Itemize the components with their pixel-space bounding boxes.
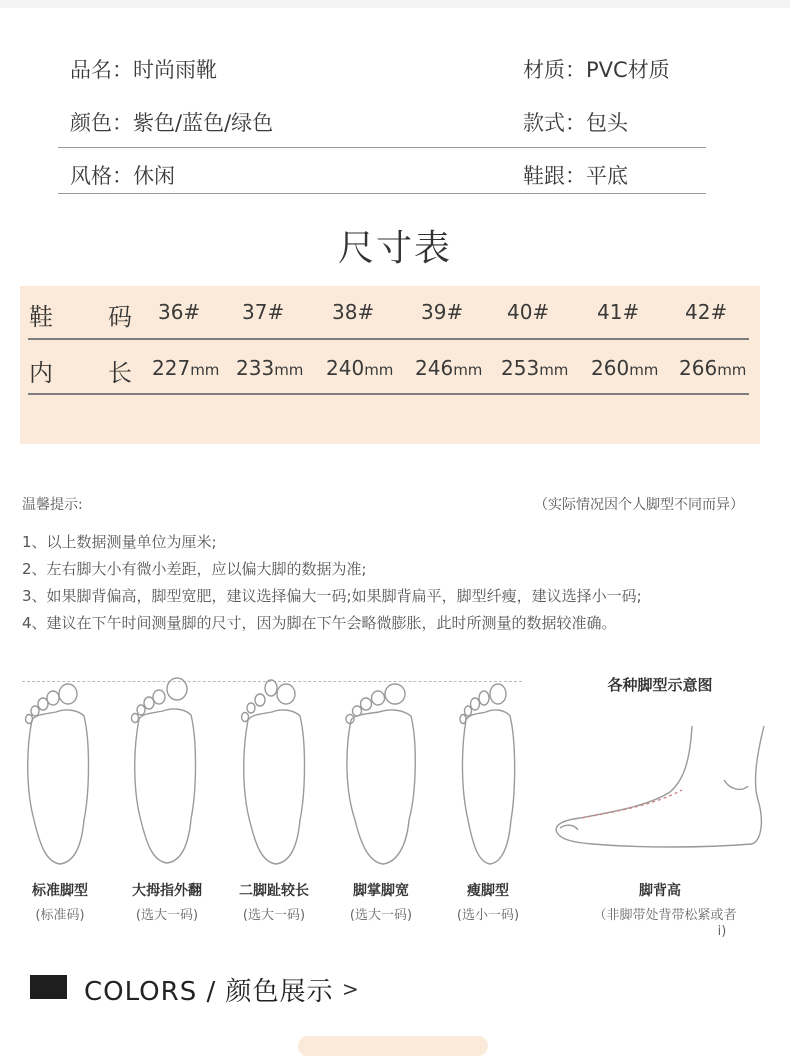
size-cell: 39# (421, 300, 464, 324)
spec-material: 材质：PVC材质 (523, 58, 670, 82)
tips-title: 温馨提示: (22, 497, 83, 513)
length-unit: mm (717, 361, 747, 379)
foot-slim-sub: (选小一码) (456, 908, 520, 923)
length-unit: mm (539, 361, 569, 379)
size-cell: 36# (158, 300, 201, 324)
length-value: 253 (501, 356, 540, 380)
length-cell (326, 356, 393, 380)
tip-item-3: 3、如果脚背偏高，脚型宽肥，建议选择偏大一码;如果脚背扁平，脚型纤瘦，建议选择小一码; (22, 587, 642, 605)
tip-item-2: 2、左右脚大小有微小差距，应以偏大脚的数据为准; (22, 560, 367, 578)
length-unit: mm (629, 361, 659, 379)
spec-divider-1 (58, 147, 706, 148)
foot-standard-label: 标准脚型 (32, 883, 88, 899)
foot-wide-illustration (341, 680, 425, 870)
length-cell (679, 356, 746, 380)
row-head-size-1: 鞋 (29, 303, 53, 331)
foot-wide-label: 脚掌脚宽 (353, 883, 409, 899)
length-value: 227 (152, 356, 191, 380)
size-cell: 40# (507, 300, 550, 324)
size-cell: 41# (597, 300, 640, 324)
colors-section-title: COLORS / 颜色展示 (84, 977, 334, 1007)
foot-slim-label: 瘦脚型 (467, 883, 509, 899)
section-marker (30, 975, 67, 999)
top-strip (0, 0, 790, 8)
length-cell (415, 356, 482, 380)
length-cell (501, 356, 568, 380)
size-table-rule-2 (28, 393, 749, 395)
foot-wide-sub: (选大一码) (349, 908, 413, 923)
foot-slim-illustration (452, 680, 528, 870)
length-value: 266 (679, 356, 718, 380)
foot-long-second-toe-label: 二脚趾较长 (239, 883, 309, 899)
length-cell (591, 356, 658, 380)
next-section-tab (298, 1036, 488, 1056)
tip-item-1: 1、以上数据测量单位为厘米; (22, 533, 217, 551)
spec-name: 品名：时尚雨靴 (70, 58, 217, 82)
length-unit: mm (274, 361, 304, 379)
tips-note: （实际情况因个人脚型不同而异） (534, 497, 744, 513)
foot-bunion-illustration (125, 675, 209, 870)
foot-bunion-label: 大拇指外翻 (132, 883, 202, 899)
length-unit: mm (453, 361, 483, 379)
foot-long-second-toe-illustration (236, 676, 316, 870)
length-unit: mm (190, 361, 220, 379)
size-cell: 42# (685, 300, 728, 324)
length-value: 233 (236, 356, 275, 380)
length-value: 240 (326, 356, 365, 380)
foot-types-title: 各种脚型示意图 (607, 676, 713, 694)
foot-high-instep-label: 脚背高 (639, 883, 681, 899)
spec-divider-2 (58, 193, 706, 194)
foot-high-instep-sub-1: （非脚带处背带松紧或者 (593, 908, 737, 923)
foot-standard-illustration (20, 680, 100, 870)
foot-high-instep-sub-2: i) (717, 924, 727, 939)
length-cell (236, 356, 303, 380)
spec-heel: 鞋跟：平底 (523, 164, 628, 188)
size-cell: 37# (242, 300, 285, 324)
row-head-length-2: 长 (108, 359, 132, 387)
foot-high-instep-illustration (552, 720, 768, 850)
length-value: 246 (415, 356, 454, 380)
foot-standard-sub: (标准码) (35, 908, 85, 923)
spec-color: 颜色：紫色/蓝色/绿色 (70, 111, 274, 135)
spec-style: 款式：包头 (523, 111, 628, 135)
size-table-rule-1 (28, 338, 749, 340)
row-head-length-1: 内 (29, 359, 53, 387)
foot-long-second-toe-sub: (选大一码) (242, 908, 306, 923)
row-head-size-2: 码 (108, 303, 132, 331)
length-unit: mm (364, 361, 394, 379)
length-value: 260 (591, 356, 630, 380)
chevron-right-icon[interactable]: > (342, 977, 359, 1001)
tip-item-4: 4、建议在下午时间测量脚的尺寸，因为脚在下午会略微膨胀，此时所测量的数据较准确。 (22, 614, 617, 632)
length-cell (152, 356, 219, 380)
foot-bunion-sub: (选大一码) (135, 908, 199, 923)
size-table-title: 尺寸表 (337, 228, 452, 269)
spec-genre: 风格：休闲 (70, 164, 175, 188)
size-cell: 38# (332, 300, 375, 324)
